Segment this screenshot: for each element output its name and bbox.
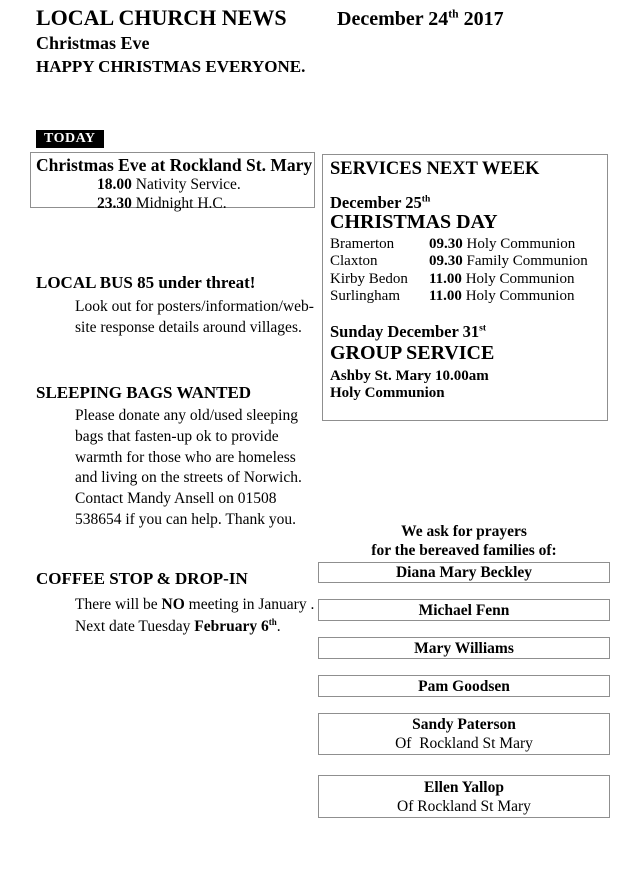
sleeping-bags-line: bags that fasten-up ok to provide — [75, 427, 279, 445]
service-time: 09.30 — [429, 236, 463, 252]
service-row — [330, 253, 588, 270]
services-date-christmas: December 25th — [330, 193, 431, 212]
date-ordinal: st — [479, 322, 487, 334]
services-table — [330, 236, 588, 306]
bereaved-name-origin: Of Rockland St Mary — [397, 797, 531, 815]
event-time: 18.00 — [97, 176, 132, 193]
bereaved-name-origin: Of Rockland St Mary — [395, 735, 533, 752]
event-label: Nativity Service. — [135, 176, 241, 193]
prayers-intro-line: for the bereaved families of: — [371, 541, 557, 559]
date-ordinal: th — [421, 193, 431, 205]
coffee-line-text: meeting in January . — [188, 596, 315, 613]
service-row — [330, 271, 588, 288]
services-day-title: CHRISTMAS DAY — [330, 211, 498, 233]
event-row — [31, 195, 314, 214]
group-service-venue: Ashby St. Mary 10.00am — [330, 368, 489, 384]
group-service-title: GROUP SERVICE — [330, 342, 495, 364]
section-heading-coffee-stop: COFFEE STOP & DROP-IN — [36, 569, 248, 588]
sleeping-bags-paragraph — [75, 406, 302, 531]
coffee-line-text: Next date Tuesday — [75, 617, 191, 635]
service-place: Kirby Bedon — [330, 270, 408, 287]
event-row — [31, 176, 314, 195]
bus-paragraph — [75, 296, 314, 338]
event-label: Midnight H.C. — [135, 194, 227, 212]
sleeping-bags-line: and living on the streets of Norwich. — [75, 469, 302, 487]
bereaved-name: Mary Williams — [414, 639, 514, 657]
group-service-type: Holy Communion — [330, 385, 445, 401]
service-row — [330, 288, 588, 305]
service-row — [330, 236, 588, 253]
service-place: Bramerton — [330, 236, 395, 252]
bereaved-name-box — [318, 775, 610, 818]
bereaved-name: Pam Goodsen — [418, 677, 510, 695]
date-text: December 24 — [337, 8, 449, 30]
bereaved-name-box — [318, 713, 610, 755]
services-heading: SERVICES NEXT WEEK — [330, 159, 540, 179]
service-type: Holy Communion — [466, 236, 576, 252]
bereaved-name-box — [318, 675, 610, 697]
sleeping-bags-line: Contact Mandy Ansell on 01508 — [75, 490, 277, 508]
service-place: Surlingham — [330, 288, 400, 305]
services-next-week-box — [322, 154, 608, 421]
bus-line: Look out for posters/information/web- — [75, 298, 314, 315]
today-badge: TODAY — [36, 130, 104, 148]
date-ordinal: th — [268, 616, 277, 627]
services-date-group: Sunday December 31st — [330, 322, 487, 341]
page-subtitle: Christmas Eve — [36, 33, 150, 53]
date-ordinal: th — [448, 7, 459, 21]
sleeping-bags-line: 538654 if you can help. Thank you. — [75, 510, 296, 528]
bereaved-name: Michael Fenn — [418, 601, 510, 619]
bus-line: site response details around villages. — [75, 319, 302, 336]
event-title: Christmas Eve at Rockland St. Mary — [36, 155, 313, 175]
page-title: LOCAL CHURCH NEWS — [36, 5, 287, 30]
service-type: Family Communion — [466, 253, 588, 270]
bereaved-name-box — [318, 637, 610, 659]
service-type: Holy Communion — [465, 270, 575, 287]
service-time: 11.00 — [429, 270, 462, 287]
today-event-box — [30, 152, 315, 212]
section-heading-sleeping-bags: SLEEPING BAGS WANTED — [36, 383, 252, 402]
service-place: Claxton — [330, 253, 378, 270]
bereaved-name-box — [318, 599, 610, 621]
service-time: 09.30 — [429, 253, 463, 270]
coffee-line-bold: NO — [161, 596, 185, 613]
date-year: 2017 — [463, 8, 504, 30]
section-heading-bus: LOCAL BUS 85 under threat! — [36, 273, 256, 292]
sleeping-bags-line: warmth for those who are homeless — [75, 448, 296, 466]
coffee-line-text: There will be — [75, 596, 158, 613]
bereaved-name: Sandy Paterson — [412, 716, 516, 733]
service-time: 11.00 — [429, 288, 462, 305]
prayers-intro — [318, 523, 610, 560]
coffee-next-date: February 6th — [194, 616, 277, 635]
bereaved-name: Diana Mary Beckley — [395, 564, 533, 581]
prayers-intro-line: We ask for prayers — [401, 523, 527, 540]
bereaved-name: Ellen Yallop — [424, 778, 504, 796]
coffee-stop-paragraph — [75, 594, 314, 637]
coffee-line — [75, 616, 314, 638]
coffee-line-text: . — [276, 617, 281, 635]
service-type: Holy Communion — [465, 288, 575, 305]
sleeping-bags-line: Please donate any old/used sleeping — [75, 407, 298, 424]
event-time: 23.30 — [97, 194, 132, 212]
greeting-line: HAPPY CHRISTMAS EVERYONE. — [36, 57, 306, 76]
coffee-line — [75, 594, 314, 616]
bereaved-name-box — [318, 562, 610, 583]
page-date — [337, 8, 504, 31]
